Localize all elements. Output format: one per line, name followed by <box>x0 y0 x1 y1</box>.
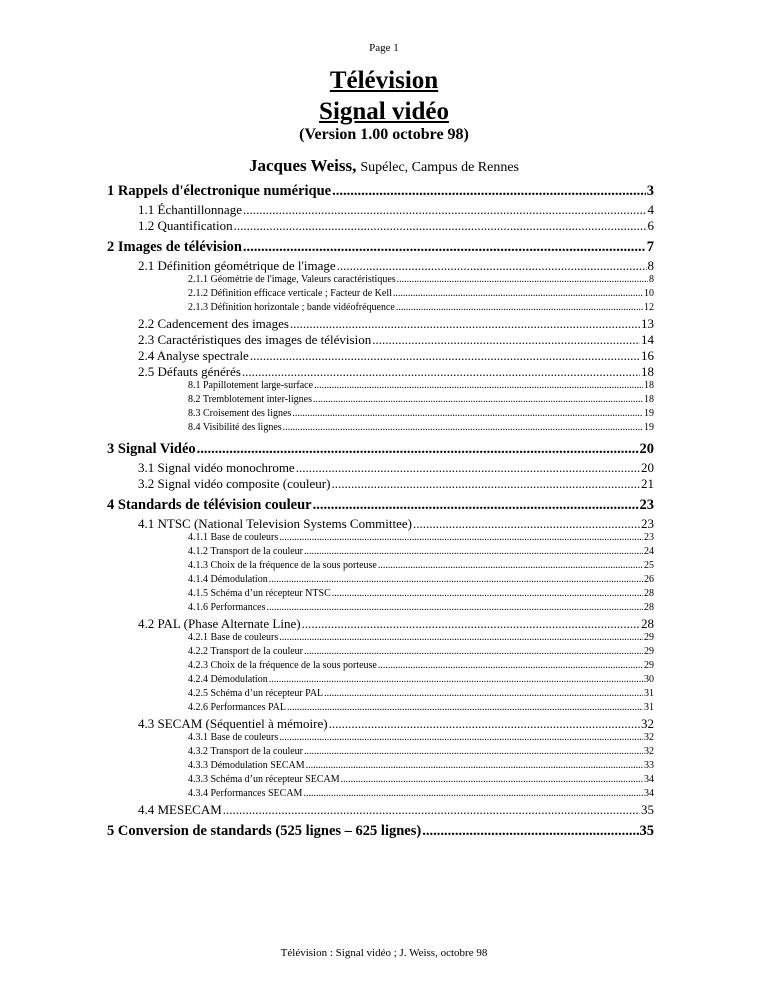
toc-dot-leader <box>324 688 643 699</box>
toc-page-number: 18 <box>644 380 654 391</box>
toc-dot-leader <box>314 380 643 391</box>
version-line: (Version 1.00 octobre 98) <box>299 126 469 143</box>
author-line <box>0 156 768 176</box>
toc-entry-level-2[interactable] <box>107 364 654 380</box>
toc-dot-leader <box>413 516 640 532</box>
toc-entry-title: 4.2 PAL (Phase Alternate Line) <box>138 616 301 631</box>
toc-entry-title: 2.2 Cadencement des images <box>138 316 289 331</box>
toc-entry-title: 5 Conversion de standards (525 lignes – 625 lignes) <box>107 823 422 839</box>
toc-page-number: 31 <box>644 688 654 699</box>
toc-page-number: 20 <box>639 441 654 457</box>
toc-page-number: 23 <box>639 497 654 513</box>
toc-entry-title: 1 Rappels d'électronique numérique <box>107 183 332 199</box>
toc-entry-level-3[interactable] <box>107 546 654 560</box>
toc-entry-title: 4.2.4 Démodulation <box>188 674 268 685</box>
toc-page-number: 26 <box>644 574 654 585</box>
toc-entry-level-3[interactable] <box>107 660 654 674</box>
page-header: Page 1 <box>369 42 399 54</box>
toc-dot-leader <box>306 760 643 771</box>
toc-entry-title: 4.2.6 Performances PAL <box>188 702 286 713</box>
toc-page-number: 30 <box>644 674 654 685</box>
toc-entry-level-2[interactable] <box>107 316 654 332</box>
toc-page-number: 23 <box>644 532 654 543</box>
toc-entry-title: 4.1.3 Choix de la fréquence de la sous porteuse <box>188 560 377 571</box>
toc-page-number: 29 <box>644 632 654 643</box>
toc-page-number: 20 <box>641 460 654 475</box>
toc-entry-title: 4.2.1 Base de couleurs <box>188 632 279 643</box>
toc-page-number: 14 <box>641 332 654 347</box>
toc-page-number: 29 <box>644 660 654 671</box>
toc-entry-level-2[interactable] <box>107 476 654 492</box>
toc-entry-level-3[interactable] <box>107 302 654 316</box>
author-affiliation: Supélec, Campus de Rennes <box>360 160 519 175</box>
toc-entry-level-3[interactable] <box>107 732 654 746</box>
author-name: Jacques Weiss, <box>248 156 357 175</box>
toc-entry-level-2[interactable] <box>107 516 654 532</box>
toc-entry-level-3[interactable] <box>107 788 654 802</box>
toc-dot-leader <box>302 616 640 632</box>
toc-entry-level-3[interactable] <box>107 688 654 702</box>
toc-dot-leader <box>234 218 647 234</box>
toc-page-number: 31 <box>644 702 654 713</box>
toc-entry-title: 8.1 Papillotement large-surface <box>188 380 314 391</box>
toc-page-number: 19 <box>644 408 654 419</box>
toc-dot-leader <box>287 702 643 713</box>
toc-dot-leader <box>197 441 639 458</box>
toc-entry-title: 4.1.4 Démodulation <box>188 574 268 585</box>
toc-entry-title: 2.1.3 Définition horizontale ; bande vidéofréquence <box>188 302 395 313</box>
toc-page-number: 28 <box>641 616 654 631</box>
toc-entry-title: 8.3 Croisement des lignes <box>188 408 292 419</box>
toc-page-number: 18 <box>644 394 654 405</box>
toc-entry-level-1[interactable] <box>107 497 654 516</box>
toc-dot-leader <box>313 497 639 514</box>
toc-page-number: 8 <box>647 258 654 273</box>
toc-page-number: 7 <box>646 239 654 255</box>
toc-dot-leader <box>332 183 646 200</box>
toc-dot-leader <box>378 560 643 571</box>
toc-dot-leader <box>304 646 643 657</box>
toc-entry-title: 4.3 SECAM (Séquentiel à mémoire) <box>138 716 328 731</box>
toc-entry-level-3[interactable] <box>107 422 654 436</box>
toc-dot-leader <box>372 332 640 348</box>
toc-entry-title: 2.1.2 Définition efficace verticale ; Facteur de Kell <box>188 288 392 299</box>
toc-entry-title: 4.4 MESECAM <box>138 802 222 817</box>
toc-dot-leader <box>304 746 643 757</box>
toc-entry-title: 4.1.1 Base de couleurs <box>188 532 279 543</box>
toc-entry-level-3[interactable] <box>107 288 654 302</box>
toc-dot-leader <box>250 348 640 364</box>
toc-page-number: 34 <box>644 788 654 799</box>
toc-dot-leader <box>269 674 643 685</box>
toc-entry-title: 4.3.2 Transport de la couleur <box>188 746 303 757</box>
toc-entry-title: 2.1.1 Géométrie de l'image, Valeurs caractéristiques <box>188 274 396 285</box>
toc-entry-title: 2.5 Défauts générés <box>138 364 241 379</box>
toc-entry-level-3[interactable] <box>107 674 654 688</box>
toc-dot-leader <box>283 422 643 433</box>
toc-entry-title: 2 Images de télévision <box>107 239 242 255</box>
toc-entry-title: 1.2 Quantification <box>138 218 233 233</box>
toc-entry-level-1[interactable] <box>107 183 654 202</box>
toc-entry-level-3[interactable] <box>107 702 654 716</box>
toc-entry-title: 4.3.4 Performances SECAM <box>188 788 303 799</box>
toc-dot-leader <box>279 732 643 743</box>
toc-dot-leader <box>266 602 643 613</box>
toc-dot-leader <box>296 460 640 476</box>
toc-page-number: 33 <box>644 760 654 771</box>
toc-page-number: 24 <box>644 546 654 557</box>
toc-dot-leader <box>397 274 648 285</box>
toc-dot-leader <box>292 408 643 419</box>
document-subtitle: Signal vidéo <box>319 98 449 125</box>
toc-entry-level-2[interactable] <box>107 616 654 632</box>
toc-dot-leader <box>341 774 643 785</box>
toc-entry-level-3[interactable] <box>107 646 654 660</box>
toc-entry-level-3[interactable] <box>107 274 654 288</box>
toc-dot-leader <box>332 588 643 599</box>
toc-entry-level-2[interactable] <box>107 218 654 234</box>
document-title: Télévision <box>329 67 439 94</box>
toc-dot-leader <box>279 632 643 643</box>
toc-page-number: 28 <box>644 588 654 599</box>
toc-page-number: 19 <box>644 422 654 433</box>
toc-entry-title: 2.1 Définition géométrique de l'image <box>138 258 336 273</box>
toc-entry-level-2[interactable] <box>107 258 654 274</box>
toc-dot-leader <box>378 660 643 671</box>
toc-dot-leader <box>331 476 640 492</box>
toc-entry-level-2[interactable] <box>107 460 654 476</box>
toc-entry-title: 4.2.3 Choix de la fréquence de la sous porteuse <box>188 660 377 671</box>
toc-entry-level-3[interactable] <box>107 588 654 602</box>
toc-entry-level-2[interactable] <box>107 802 654 818</box>
toc-dot-leader <box>290 316 640 332</box>
toc-entry-level-3[interactable] <box>107 602 654 616</box>
toc-entry-level-1[interactable] <box>107 441 654 460</box>
toc-entry-level-3[interactable] <box>107 746 654 760</box>
toc-page-number: 21 <box>641 476 654 491</box>
toc-page-number: 13 <box>641 316 654 331</box>
toc-dot-leader <box>242 364 640 380</box>
page-footer: Télévision : Signal vidéo ; J. Weiss, octobre 98 <box>280 947 488 959</box>
toc-entry-level-3[interactable] <box>107 532 654 546</box>
toc-entry-title: 8.4 Visibilité des lignes <box>188 422 282 433</box>
toc-entry-title: 2.3 Caractéristiques des images de télévision <box>138 332 372 347</box>
toc-page-number: 25 <box>644 560 654 571</box>
toc-page-number: 18 <box>641 364 654 379</box>
toc-page-number: 12 <box>644 302 654 313</box>
toc-page-number: 35 <box>641 802 654 817</box>
toc-page-number: 32 <box>644 732 654 743</box>
toc-dot-leader <box>396 302 643 313</box>
toc-entry-title: 4.1.5 Schéma d’un récepteur NTSC <box>188 588 331 599</box>
toc-entry-title: 4.1.2 Transport de la couleur <box>188 546 303 557</box>
toc-entry-level-3[interactable] <box>107 632 654 646</box>
toc-entry-level-1[interactable] <box>107 239 654 258</box>
toc-page-number: 4 <box>647 202 654 217</box>
toc-entry-level-3[interactable] <box>107 774 654 788</box>
toc-entry-level-2[interactable] <box>107 348 654 364</box>
toc-dot-leader <box>269 574 643 585</box>
toc-dot-leader <box>243 239 646 256</box>
toc-dot-leader <box>304 546 643 557</box>
toc-entry-title: 4.3.3 Démodulation SECAM <box>188 760 305 771</box>
toc-entry-level-2[interactable] <box>107 332 654 348</box>
toc-entry-title: 8.2 Tremblotement inter-lignes <box>188 394 312 405</box>
toc-entry-title: 4.2.2 Transport de la couleur <box>188 646 303 657</box>
toc-page-number: 6 <box>647 218 654 233</box>
toc-entry-title: 2.4 Analyse spectrale <box>138 348 249 363</box>
toc-entry-level-3[interactable] <box>107 380 654 394</box>
toc-entry-title: 4.2.5 Schéma d’un récepteur PAL <box>188 688 324 699</box>
toc-entry-level-3[interactable] <box>107 394 654 408</box>
toc-page-number: 29 <box>644 646 654 657</box>
table-of-contents <box>107 178 654 842</box>
toc-page-number: 3 <box>646 183 654 199</box>
toc-dot-leader <box>223 802 640 818</box>
toc-entry-level-3[interactable] <box>107 574 654 588</box>
toc-entry-title: 1.1 Échantillonnage <box>138 202 242 217</box>
toc-dot-leader <box>313 394 643 405</box>
toc-entry-level-2[interactable] <box>107 202 654 218</box>
toc-entry-title: 4.3.3 Schéma d’un récepteur SECAM <box>188 774 340 785</box>
toc-page-number: 32 <box>644 746 654 757</box>
toc-entry-title: 4 Standards de télévision couleur <box>107 497 312 513</box>
toc-page-number: 28 <box>644 602 654 613</box>
toc-dot-leader <box>303 788 643 799</box>
toc-dot-leader <box>329 716 640 732</box>
toc-dot-leader <box>337 258 647 274</box>
toc-entry-title: 3.1 Signal vidéo monochrome <box>138 460 295 475</box>
toc-entry-level-1[interactable] <box>107 823 654 842</box>
toc-entry-title: 3 Signal Vidéo <box>107 441 196 457</box>
toc-page-number: 35 <box>639 823 654 839</box>
toc-page-number: 34 <box>644 774 654 785</box>
toc-entry-level-3[interactable] <box>107 560 654 574</box>
toc-page-number: 23 <box>641 516 654 531</box>
toc-page-number: 32 <box>641 716 654 731</box>
toc-dot-leader <box>422 823 638 840</box>
toc-entry-title: 4.1.6 Performances <box>188 602 266 613</box>
toc-entry-level-2[interactable] <box>107 716 654 732</box>
toc-dot-leader <box>279 532 643 543</box>
toc-page-number: 8 <box>649 274 654 285</box>
toc-entry-title: 3.2 Signal vidéo composite (couleur) <box>138 476 331 491</box>
toc-entry-level-3[interactable] <box>107 408 654 422</box>
toc-entry-level-3[interactable] <box>107 760 654 774</box>
toc-dot-leader <box>243 202 647 218</box>
toc-entry-title: 4.3.1 Base de couleurs <box>188 732 279 743</box>
toc-dot-leader <box>393 288 643 299</box>
toc-entry-title: 4.1 NTSC (National Television Systems Committee) <box>138 516 412 531</box>
toc-page-number: 16 <box>641 348 654 363</box>
toc-page-number: 10 <box>644 288 654 299</box>
